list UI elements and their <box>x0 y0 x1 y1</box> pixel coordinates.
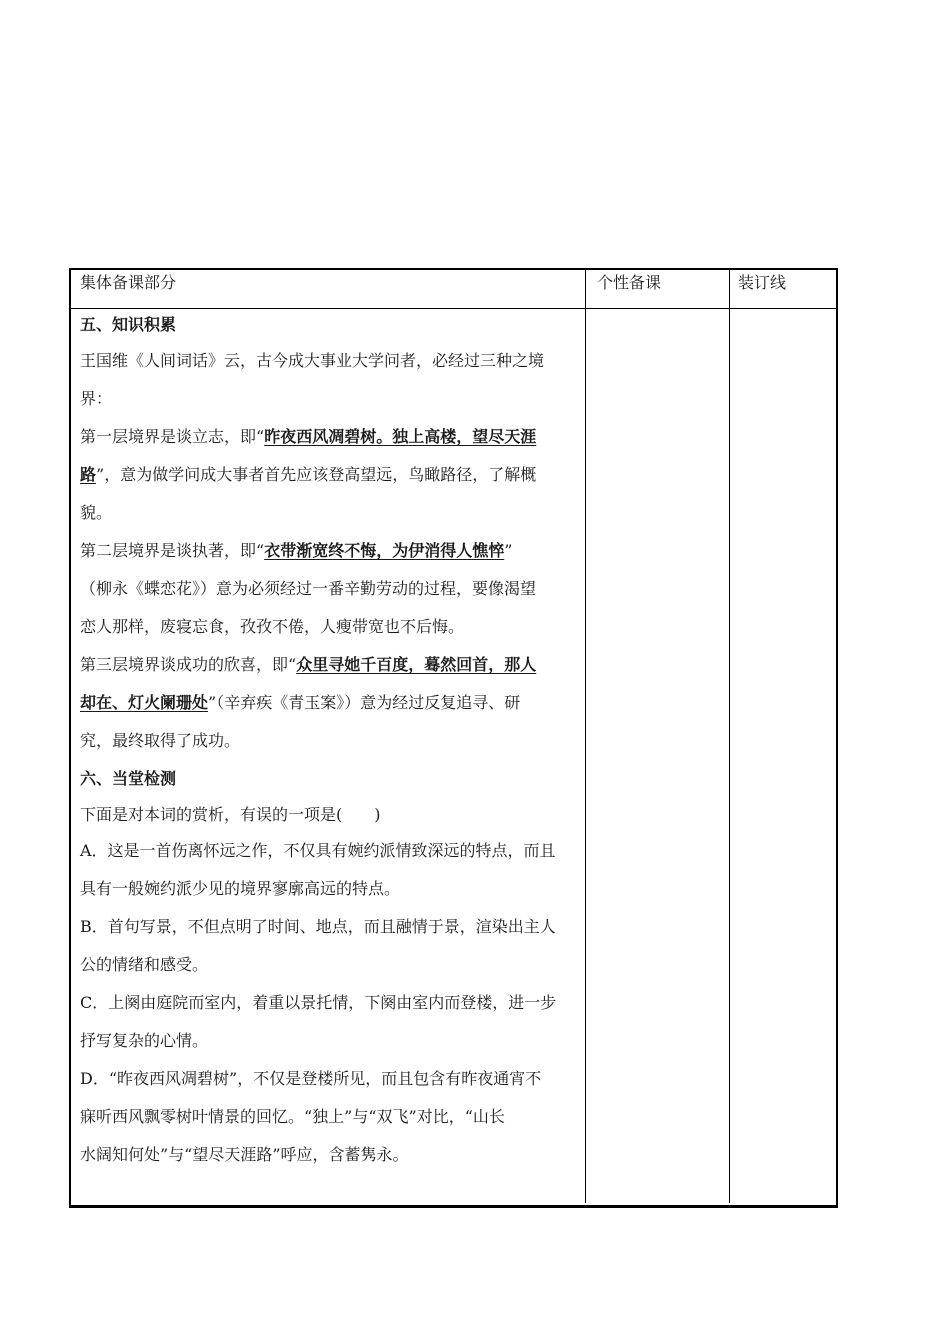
quote-first-realm: 昨夜西风凋碧树。独上高楼，望尽天涯 <box>264 427 537 446</box>
paragraph-line: 貌。 <box>80 503 113 522</box>
question-stem: 下面是对本词的赏析，有误的一项是( ) <box>80 805 381 824</box>
paragraph-line: 王国维《人间词话》云，古今成大事业大学问者，必经过三种之境 <box>80 351 545 370</box>
section-title-knowledge: 五、知识积累 <box>80 315 177 334</box>
option-d: D．“昨夜西风凋碧树”，不仅是登楼所见，而且包含有昨夜通宵不 <box>80 1069 542 1088</box>
paragraph-line <box>80 425 580 463</box>
paragraph-text: 第三层境界谈成功的欣喜，即“ <box>80 655 297 674</box>
option-c: C．上阕由庭院而室内，着重以景托情，下阕由室内而登楼，进一步 <box>80 993 557 1012</box>
option-c: 抒写复杂的心情。 <box>80 1031 209 1050</box>
lesson-plan-table <box>69 268 838 1207</box>
header-divider <box>69 308 836 309</box>
paragraph-text: 第二层境界是谈执著，即“ <box>80 541 265 560</box>
header-collective-prep: 集体备课部分 <box>80 273 177 292</box>
quote-third-realm: 众里寻她千百度，蓦然回首，那人 <box>296 655 537 674</box>
column-divider-personal <box>585 268 586 1203</box>
paragraph-line: 界： <box>80 389 113 408</box>
option-b: 公的情绪和感受。 <box>80 955 209 974</box>
quote-second-realm: 衣带渐宽终不悔，为伊消得人憔悴 <box>264 541 505 560</box>
option-a: 具有一般婉约派少见的境界寥廓高远的特点。 <box>80 879 401 898</box>
quote-third-realm-end: 却在、灯火阑珊处 <box>80 693 209 712</box>
header-binding-line: 装订线 <box>738 273 787 292</box>
option-b: B．首句写景，不但点明了时间、地点，而且融情于景，渲染出主人 <box>80 917 556 936</box>
quote-first-realm-end: 路 <box>80 465 97 484</box>
paragraph-line: （柳永《蝶恋花》）意为必须经过一番辛勤劳动的过程，要像渴望 <box>80 579 537 598</box>
paragraph-line <box>80 691 580 729</box>
header-personal-prep: 个性备课 <box>597 273 662 292</box>
collective-prep-content <box>80 313 580 1181</box>
paragraph-line <box>80 463 580 501</box>
paragraph-text: ” <box>504 541 513 560</box>
option-a: A．这是一首伤离怀远之作，不仅具有婉约派情致深远的特点，而且 <box>80 841 556 860</box>
paragraph-line: 恋人那样，废寝忘食，孜孜不倦，人瘦带宽也不后悔。 <box>80 617 465 636</box>
paragraph-text: ”（辛弃疾《青玉案》）意为经过反复追寻、研 <box>208 693 521 712</box>
paragraph-line <box>80 653 580 691</box>
column-divider-binding <box>729 268 730 1203</box>
paragraph-text: 第一层境界是谈立志，即“ <box>80 427 265 446</box>
paragraph-line: 究，最终取得了成功。 <box>80 731 241 750</box>
option-d: 水阔知何处”与“望尽天涯路”呼应，含蓄隽永。 <box>80 1145 409 1164</box>
paragraph-text: ”，意为做学问成大事者首先应该登高望远，鸟瞰路径，了解概 <box>96 465 537 484</box>
paragraph-line <box>80 539 580 577</box>
option-d: 寐听西风飘零树叶情景的回忆。“独上”与“双飞”对比，“山长 <box>80 1107 505 1126</box>
section-title-in-class-test: 六、当堂检测 <box>80 769 177 788</box>
